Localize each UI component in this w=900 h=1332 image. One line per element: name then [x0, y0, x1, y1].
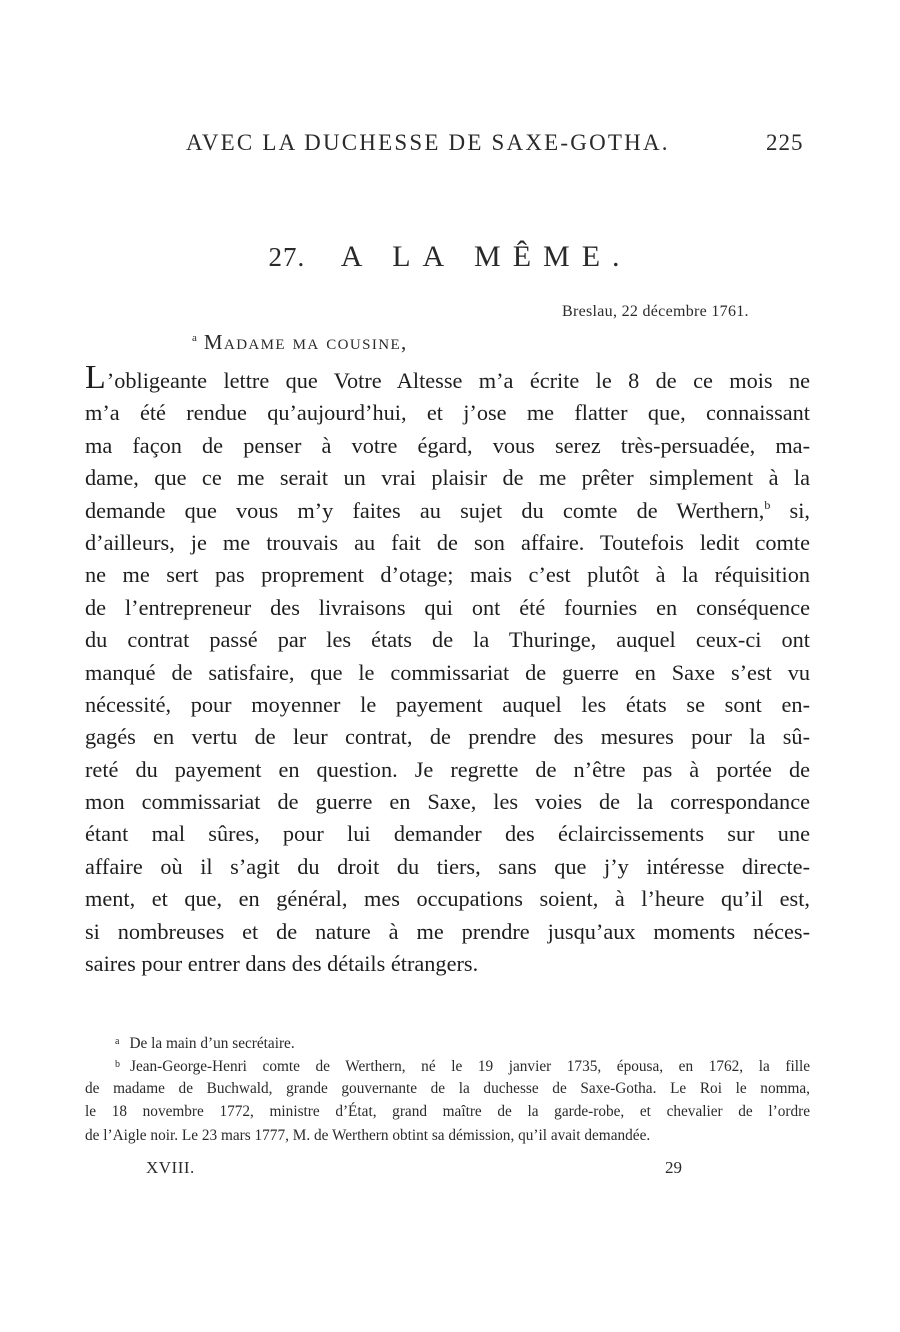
body-line: manqué de satisfaire, que le commissariat de guerre en Saxe s’est vu	[85, 659, 810, 685]
footnote-mark-b: b	[764, 497, 771, 512]
letter-number: 27.	[268, 242, 306, 272]
body-line: affaire où il s’agit du droit du tiers, sans que j’y intéresse directe-	[85, 853, 810, 879]
footnote-b-mark: b	[115, 1059, 120, 1071]
footnotes	[85, 1030, 810, 1147]
body-line: gagés en vertu de leur contrat, de prendre des mesures pour la sû-	[85, 724, 810, 750]
salutation	[192, 330, 408, 355]
footnote-b-line: le 18 novembre 1772, ministre d’État, grand maître de la garde-robe, et chevalier de l’ordre	[85, 1103, 810, 1121]
sheet-number: 29	[665, 1158, 682, 1177]
letter-heading	[0, 240, 900, 274]
body-line: dame, que ce me serait un vrai plaisir de me prêter simplement à la	[85, 465, 810, 491]
body-line: reté du payement en question. Je regrette de n’être pas à portée de	[85, 756, 810, 782]
body-line: mon commissariat de guerre en Saxe, les voies de la correspondance	[85, 789, 810, 815]
letter-body	[85, 359, 810, 980]
running-title: AVEC LA DUCHESSE DE SAXE-GOTHA.	[186, 130, 670, 155]
footnote-b-line: de madame de Buchwald, grande gouvernante de la duchesse de Saxe-Gotha. Le Roi le nomma,	[85, 1079, 810, 1097]
signature-mark: XVIII.	[146, 1158, 195, 1177]
salutation-footnote-mark: a	[192, 332, 197, 344]
footnote-b-line: de l’Aigle noir. Le 23 mars 1777, M. de Werthern obtint sa démission, qu’il avait demandée.	[85, 1126, 651, 1144]
body-line: si nombreuses et de nature à me prendre jusqu’aux moments néces-	[85, 918, 810, 944]
body-line: saires pour entrer dans des détails étrangers.	[85, 951, 479, 977]
body-line: ne me sert pas proprement d’otage; mais c’est plutôt à la réquisition	[85, 562, 810, 588]
running-head	[0, 130, 900, 160]
body-line: d’ailleurs, je me trouvais au fait de son affaire. Toutefois ledit comte	[85, 529, 810, 555]
dateline: Breslau, 22 décembre 1761.	[562, 303, 749, 320]
body-line: nécessité, pour moyenner le payement auquel les états se sont en-	[85, 691, 810, 717]
body-line: m’a été rendue qu’aujourd’hui, et j’ose me flatter que, connaissant	[85, 400, 810, 426]
body-line: du contrat passé par les états de la Thuringe, auquel ceux-ci ont	[85, 627, 810, 653]
footnote-a: $^a$ De la main d’un secrétaire.	[115, 1035, 295, 1052]
salutation-text: Madame ma cousine,	[203, 330, 408, 354]
body-line: étant mal sûres, pour lui demander des éclaircissements sur une	[85, 821, 810, 847]
body-line: ment, et que, en général, mes occupations soient, à l’heure qu’il est,	[85, 886, 810, 912]
drop-cap: L	[85, 359, 106, 396]
body-line: de l’entrepreneur des livraisons qui ont été fournies en conséquence	[85, 594, 810, 620]
footnote-a-mark: a	[115, 1036, 120, 1047]
letter-title: A LA MÊME.	[340, 240, 632, 273]
page-number: 225	[766, 130, 804, 155]
footnote-b-line: $^b$ Jean-George-Henri comte de Werthern, né le 19 janvier 1735, épousa, en 1762, la fille	[115, 1058, 810, 1076]
body-line: demande que vous m’y faites au sujet du comte de Werthern,$^b$ si,	[85, 497, 810, 523]
body-line: ma façon de penser à votre égard, vous serez très-persuadée, ma-	[85, 432, 810, 458]
body-line: L’obligeante lettre que Votre Altesse m’a écrite le 8 de ce mois ne	[85, 359, 810, 396]
